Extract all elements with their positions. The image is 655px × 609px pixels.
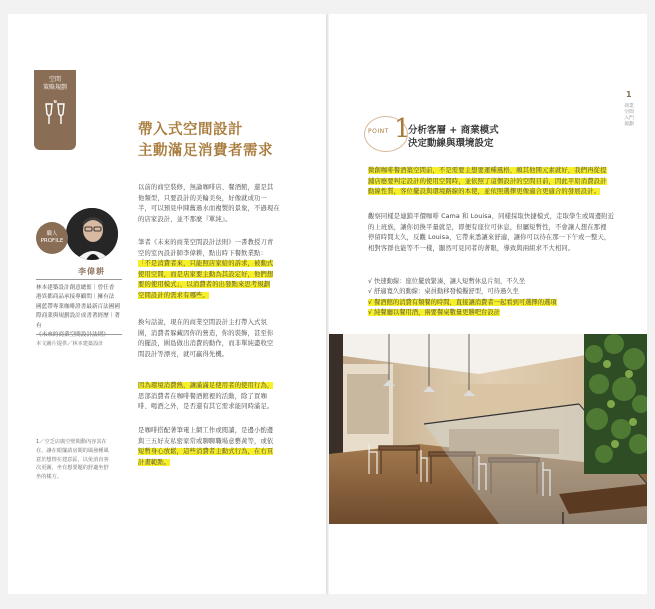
paragraph-line: 的上班族，讓你切換平量就是，即便有座位可休息，但屬短暫性，不會讓人想在那裡: [368, 223, 607, 231]
page-number: 1: [626, 90, 632, 99]
caption-line: 坐的樣方。: [36, 474, 62, 481]
highlighted-line: 空間設計的需求有哪些。: [138, 291, 209, 299]
photo-caption: [36, 438, 122, 482]
paragraph-line: 的擺設，圍島做出消費的動作，而非單純盡收空: [138, 340, 274, 348]
highlighted-line: 動線性質，客位擺設與環境路線的本使，並依照選擇更像適合更適合的發展設計。: [368, 188, 601, 196]
highlighted-line: √ 純餐廳以餐用酒，兩要餐桌數量更勝吧台設計: [368, 309, 500, 317]
section-title: [408, 124, 499, 150]
portrait-illustration: [66, 208, 118, 260]
highlighted-line: 微創咖啡餐酒築空間前，不是需要主想要運種風格，頗其他開元素就好，我們再從提: [368, 167, 607, 174]
bio-line: 港異都商品承接專顧問｜擁有法: [36, 294, 115, 301]
paragraph-line: 是咖啡搭配著筆電上網工作或閱讀，是邊小酌邊: [138, 427, 274, 434]
bullet-item: [368, 298, 557, 308]
quote-line: 筆者《未來的商業空間設計法則》一書教授刀青: [138, 239, 274, 246]
cheers-icon: [40, 98, 70, 128]
bullet-list: [368, 277, 557, 319]
bio-line: 際商業與規劃設計成書著經歷｜著有: [36, 313, 120, 329]
paragraph-line: 觀察同樣是連鎖平價咖啡 Cama 和 Louisa，同樣採取快捷模式，走取學生或周邊附近: [368, 213, 615, 220]
quote-paragraph: [138, 238, 273, 302]
fifth-paragraph: [138, 426, 273, 468]
designer-portrait: [66, 208, 118, 260]
intro-paragraph: [138, 183, 280, 225]
highlighted-line: 鋪店應要判定設計的使用空間時，並依照了這個設計的空間目前，因此平原消費設計: [368, 177, 607, 185]
highlighted-line: 因為環境消費熱，讓滿滿足使用者的使用行為，: [138, 382, 274, 389]
highlighted-line: 短暫身心放鬆，這些消費者主動式行為，在右頁: [138, 448, 274, 456]
third-paragraph: [138, 318, 273, 360]
divider: [36, 334, 122, 335]
bio-line: 《未來的商業空間設計法則》: [36, 332, 109, 339]
headline-line-2: 主動滿足消費者需求: [138, 143, 273, 159]
bio-line: 林本建築設計創意總監｜曾任香: [36, 285, 115, 291]
paragraph-line: 圍，消費者躲藏因你的營造，你的裝飾，甚至你: [138, 329, 274, 337]
chapter-tab-label: 空間 策略規劃: [42, 76, 67, 91]
paragraph-line: 相對客群也能等不一樣，顯然可見同者的著眼，導致與兩組求不大相同。: [368, 244, 575, 252]
highlighted-line: √ 餐酒館的消費有類餐的時間，直接讓消費者一起看到可選擇的選項: [368, 298, 557, 306]
paragraph-line: 思部消費者在咖啡餐酒館裡的活動，除了買咖: [138, 392, 267, 400]
highlighted-line: 計畫範點。: [138, 458, 171, 466]
right-paragraph-2: [368, 212, 614, 254]
caption-line: 次更圖，坐有想要題的舒適坐舒: [36, 465, 109, 472]
caption-line: 意於想情在建意區，以免消直客: [36, 456, 109, 463]
paragraph-line: 與三五好友私密家常或聊聊職場意藝黃等，或依: [138, 437, 274, 445]
cafe-interior-photo: [329, 334, 647, 524]
intro-line: 半，可以預見申陳舊過水而複製的景象，不過現在: [138, 205, 280, 213]
bullet-item: √ 快速動線：座位擺放緊湊，讓人短暫休息片刻，不久坐: [368, 278, 526, 285]
divider: [36, 279, 122, 280]
photo-credit: 本文圖片提供／林本建築設計: [36, 341, 104, 347]
right-paragraph-1: [368, 166, 607, 198]
profile-badge: 職人 PROFILE: [36, 222, 68, 254]
quote-line: 空的室內設計師李偉耕，點出時下餐飲業點：: [138, 249, 267, 257]
running-head: 商業空間 入門 規劃: [624, 104, 634, 127]
fourth-paragraph: [138, 381, 273, 413]
cafe-interior-illustration: [329, 334, 647, 524]
highlighted-line: 使用空間，而是店家要主動為其設定好，他們想: [138, 270, 274, 278]
intro-line: 的店家設計，並不那麼『單純』。: [138, 215, 232, 223]
bullet-item: [368, 308, 557, 318]
paragraph-line: 啡、喝酒之外，是否還有其它需求能同時滿足。: [138, 403, 274, 411]
chapter-tab: [34, 70, 76, 150]
point-word: POINT: [368, 128, 389, 135]
highlighted-line: 「不是消費者來，只能照店家給的訴求，被動式: [138, 260, 274, 268]
person-name: 李偉耕: [78, 267, 105, 276]
paragraph-line: [138, 447, 273, 458]
headline: [138, 120, 273, 162]
paragraph-line: 停留時間太久，反觀 Louisa，它帶來悉讓來舒適，讓你可以待在那一下午或一整天，: [368, 234, 611, 242]
section-title-line: 決定動線與環境設定: [408, 138, 494, 149]
person-bio: [36, 284, 122, 340]
point-number: 1: [394, 114, 411, 144]
intro-line: 他類型，只要設計的美輪美奐，好像就成功一: [138, 194, 267, 202]
caption-line: 在，讓在眼簾請房間的風發種風: [36, 447, 109, 454]
paragraph-line: 間設計等漂亮，就可贏得先機。: [138, 350, 229, 358]
bullet-item: √ 舒適寬久的動線：桌員動移發模擬舒型，可待過久坐: [368, 288, 519, 296]
headline-line-1: 帶入式空間設計: [138, 122, 243, 138]
bio-line: 國藍帶專業咖啡證書最新百法國國: [36, 303, 120, 310]
caption-line: 1／空乏店廣空壁間動內容其在: [36, 439, 107, 445]
section-title-line: 分析客層 + 商業模式: [408, 125, 499, 136]
intro-line: 以前的商空裝修，無論咖啡店、餐酒館，還是其: [138, 184, 274, 191]
paragraph-line: 換句話說，現在的商業空間設計主打帶入式氛: [138, 319, 267, 326]
highlighted-line: 要的使用模式」，以消費者的出發點來思考規劃: [138, 281, 271, 289]
